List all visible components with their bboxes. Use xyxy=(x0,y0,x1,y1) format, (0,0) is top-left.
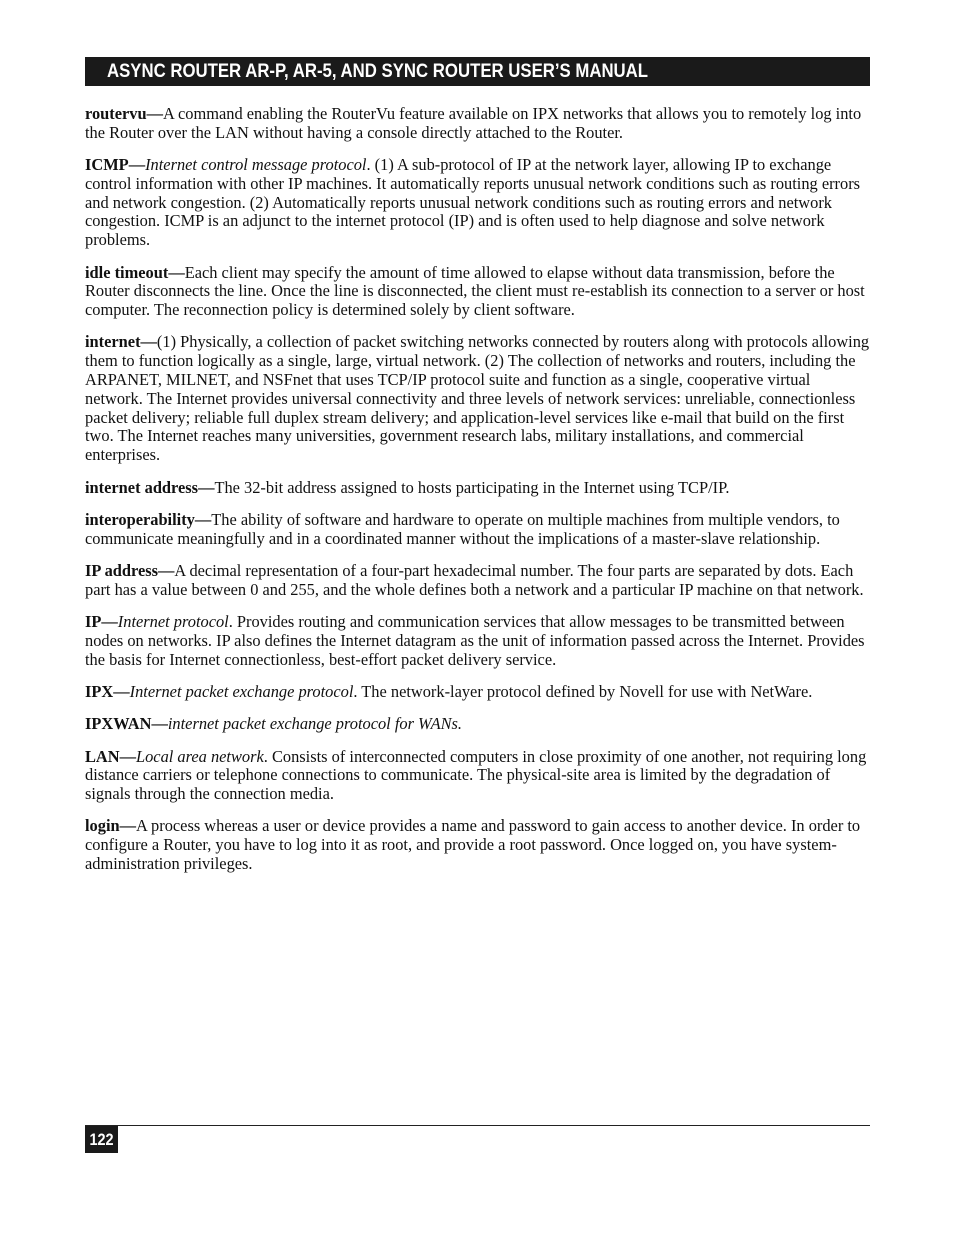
glossary-entry-internet: internet—(1) Physically, a collection of packet switching networks connected by routers along with protocols allowing them to function logically as a single, large, virtual network. (2) The collection of networks and routers, including the ARPANET, MILNET, and NSFnet that uses TCP/IP protocol suite and function as a single, cooperative virtual network. The Internet provides universal connectivity and three levels of network services: unreliable, connectionless packet delivery; reliable full duplex stream delivery; and application-level services like e-mail that build on the first two. The Internet reaches many universities, government research labs, military installations, and commercial enterprises. xyxy=(85,332,870,465)
glossary-definition: A command enabling the RouterVu feature available on IPX networks that allows you to remotely log into the Router over the LAN without having a console directly attached to the Router. xyxy=(85,104,862,142)
glossary-entry-ip: IP—Internet protocol. Provides routing and communication services that allow messages to be transmitted between nodes on networks. IP also defines the Internet datagram as the unit of information passed across the Internet. Provides the basis for Internet connectionless, best-effort packet delivery service. xyxy=(85,612,865,669)
footer-rule xyxy=(85,1125,870,1126)
glossary-term: IPX xyxy=(85,681,114,701)
glossary-definition: Each client may specify the amount of time allowed to elapse without data transmission, before the Router disconnects the line. Once the line is disconnected, the client must re-establish its connection to a server or host computer. The reconnection policy is determined solely by client software. xyxy=(85,262,865,320)
glossary-entry-ipx: IPX—Internet packet exchange protocol. The network-layer protocol defined by Novell for use with NetWare. xyxy=(85,681,813,701)
glossary-definition: . Provides routing and communication services that allow messages to be transmitted between nodes on networks. IP also defines the Internet datagram as the unit of information passed across the Internet. Provides the basis for Internet connectionless, best-effort packet delivery service. xyxy=(85,612,865,669)
glossary-definition: A process whereas a user or device provides a name and password to gain access to another device. In order to configure a Router, you have to log into it as root, and provide a root password. Once logged on, you have system-administration privileges. xyxy=(85,816,861,873)
glossary-term: IP xyxy=(85,612,102,632)
glossary-expansion: internet packet exchange protocol for WANs. xyxy=(167,714,462,734)
page-number-box xyxy=(85,1126,118,1153)
glossary-entry-login: login—A process whereas a user or device provides a name and password to gain access to another device. In order to configure a Router, you have to log into it as root, and provide a root password. Once logged on, you have system-administration privileges. xyxy=(85,816,861,873)
header-bar xyxy=(85,57,870,86)
glossary-term: idle timeout xyxy=(85,262,169,282)
glossary-entry-lan: LAN—Local area network. Consists of interconnected computers in close proximity of one another, not requiring long distance carriers or telephone connections to communicate. The physical-site area is limited by the degradation of signals through the connection media. xyxy=(85,746,867,804)
glossary-term: ICMP xyxy=(85,155,129,175)
glossary-entry-idle-timeout: idle timeout—Each client may specify the amount of time allowed to elapse without data transmission, before the Router disconnects the line. Once the line is disconnected, the client must re-establish its connection to a server or host computer. The reconnection policy is determined solely by client software. xyxy=(85,262,865,320)
glossary-content xyxy=(85,105,870,887)
glossary-definition: . (1) A sub-protocol of IP at the network layer, allowing IP to exchange control information with other IP machines. It automatically reports unusual network conditions such as routing errors and network congestion. (2) Automatically reports unusual network conditions such as routing errors and network congestion. ICMP is an adjunct to the internet protocol (IP) and is often used to help diagnose and solve network problems. xyxy=(85,155,861,250)
glossary-term: interoperability xyxy=(85,509,195,529)
glossary-term: routervu xyxy=(85,104,147,123)
glossary-definition: The ability of software and hardware to operate on multiple machines from multiple vendors, to communicate meaningfully and in a coordinated manner without the implications of a master-slave relationship. xyxy=(85,509,840,548)
glossary-definition: The 32-bit address assigned to hosts participating in the Internet using TCP/IP. xyxy=(214,477,730,497)
glossary-expansion: Internet packet exchange protocol xyxy=(129,681,354,701)
glossary-entry-interoperability: interoperability—The ability of software and hardware to operate on multiple machines from multiple vendors, to communicate meaningfully and in a coordinated manner without the implications of a master-slave relationship. xyxy=(85,509,840,548)
glossary-entry-internet-address: internet address—The 32-bit address assigned to hosts participating in the Internet using TCP/IP. xyxy=(85,477,730,497)
glossary-definition: A decimal representation of a four-part hexadecimal number. The four parts are separated by dots. Each part has a value between 0 and 255, and the whole defines both a network and a particular IP machine on that network. xyxy=(85,560,864,599)
glossary-expansion: Internet control message protocol xyxy=(145,155,367,175)
page-number: 122 xyxy=(89,1130,114,1149)
manual-title: ASYNC ROUTER AR-P, AR-5, AND SYNC ROUTER USER’S MANUAL xyxy=(107,60,649,82)
glossary-expansion: Local area network xyxy=(136,746,264,766)
glossary-term: IP address xyxy=(85,560,159,580)
glossary-term: internet xyxy=(85,332,141,352)
glossary-definition: . The network-layer protocol defined by Novell for use with NetWare. xyxy=(353,681,813,701)
glossary-entry-ip-address: IP address—A decimal representation of a four-part hexadecimal number. The four parts are separated by dots. Each part has a value between 0 and 255, and the whole defines both a network and a particular IP machine on that network. xyxy=(85,560,864,599)
glossary-term: IPXWAN xyxy=(85,714,152,734)
glossary-term: internet address xyxy=(85,477,199,497)
glossary-term: login xyxy=(85,816,120,836)
glossary-term: LAN xyxy=(85,746,120,766)
glossary-expansion: Internet protocol xyxy=(117,612,229,632)
glossary-entry-routervu: routervu—A command enabling the RouterVu feature available on IPX networks that allows you to remotely log into the Router over the LAN without having a console directly attached to the Router. xyxy=(85,104,862,142)
glossary-entry-icmp: ICMP—Internet control message protocol. (1) A sub-protocol of IP at the network layer, allowing IP to exchange control information with other IP machines. It automatically reports unusual network conditions such as routing errors and network congestion. (2) Automatically reports unusual network conditions such as routing errors and network congestion. ICMP is an adjunct to the internet protocol (IP) and is often used to help diagnose and solve network problems. xyxy=(85,155,861,250)
glossary-entry-ipxwan: IPXWAN—internet packet exchange protocol for WANs. xyxy=(85,714,462,734)
glossary-definition: . Consists of interconnected computers in close proximity of one another, not requiring long distance carriers or telephone connections to communicate. The physical-site area is limited by the degradation of signals through the connection media. xyxy=(85,746,867,804)
glossary-definition: (1) Physically, a collection of packet switching networks connected by routers along with protocols allowing them to function logically as a single, large, virtual network. (2) The collection of networks and routers, including the ARPANET, MILNET, and NSFnet that uses TCP/IP protocol suite and function as a single, cooperative virtual network. The Internet provides universal connectivity and three levels of network services: unreliable, connectionless packet delivery; reliable full duplex stream delivery; and application-level services like e-mail that build on the first two. The Internet reaches many universities, government research labs, military installations, and commercial enterprises. xyxy=(85,332,870,465)
